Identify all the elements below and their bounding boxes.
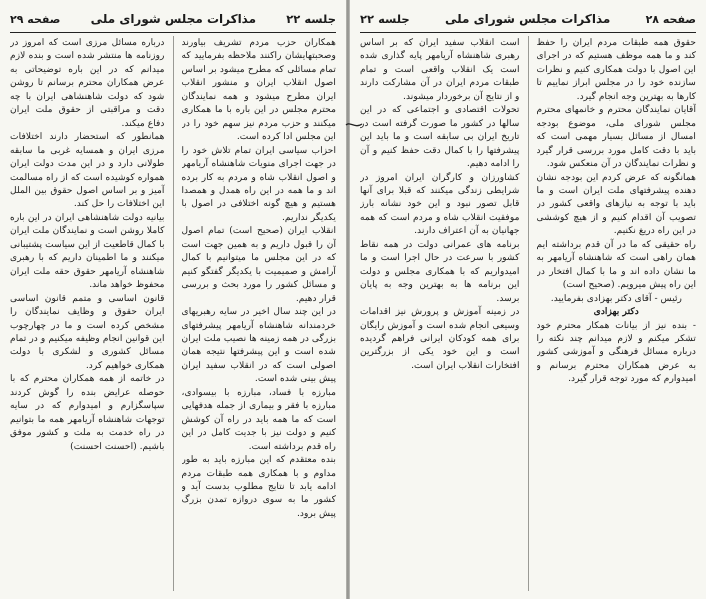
left-page-header xyxy=(10,6,336,33)
paragraph: حقوق همه طبقات مردم ایران را حفظ کند و ما همه موظف هستیم که در اجرای این اصول با دولت همکاری کنیم و نظرات سازنده خود را در مجلس ابراز نماییم تا کارها به بهترین وجه انجام گیرد. xyxy=(536,37,696,102)
text-column-left xyxy=(10,36,165,591)
chair-remark: رئیس - آقای دکتر بهزادی بفرمایید. xyxy=(550,292,682,304)
paragraph: قانون اساسی و متمم قانون اساسی ایران حقوق و وظایف نمایندگان را مشخص کرده است و ما در چهارچوب این قوانین انجام وظیفه میکنیم و در تمام مسائل کشوری و لشکری با دولت همکاری خواهیم کرد. xyxy=(10,292,165,371)
paragraph: انقلاب ایران (صحیح است) تمام اصول آن را قبول داریم و به همین جهت است که در این مجلس ما میتوانیم با کمال آرامش و صمیمیت با یکدیگر گفتگو کنیم و مسائل کشور را مورد بحث و بررسی قرار دهیم. xyxy=(181,225,336,304)
paragraph: برنامه های عمرانی دولت در همه نقاط کشور با سرعت در حال اجرا است و ما امیدواریم که با همکاری مجلس و دولت این برنامه ها به بهترین وجه به پایان برسد. xyxy=(360,238,520,304)
right-page xyxy=(350,0,706,599)
text-column-left xyxy=(360,36,520,591)
paragraph: همانگونه که عرض کردم این بودجه نشان دهنده پیشرفتهای ملت ایران است و ما باید با توجه به نیازهای واقعی کشور در تصویب آن اقدام کنیم و از هیچ کوششی در این راه دریغ نکنیم. xyxy=(536,171,696,237)
speaker-name: دکتر بهزادی xyxy=(593,306,639,318)
session-label: جلسه ۲۲ xyxy=(286,12,336,26)
paragraph: احزاب سیاسی ایران تمام تلاش خود را در جهت اجرای منویات شاهنشاه آریامهر و اصول انقلاب شاه و مردم به کار برده اند و ما همه در این راه همدل و همصدا هستیم و هیچ گونه اختلافی در اصول با یکدیگر نداریم. xyxy=(181,144,336,223)
column-divider xyxy=(173,36,174,591)
page-title: مذاکرات مجلس شورای ملی xyxy=(90,12,257,26)
paragraph: همکاران حزب مردم تشریف بیاورند وصحبتهایشان راکنند ملاحظه بفرمایید که تمام مسائلی که مطرح میشود بر اساس اصول انقلاب ایران و منشور انقلاب ایران مطرح میشود و همه نمایندگان محترم مجلس در این باره با ما همکاری میکنند و حزب مردم نیز سهم خود را در این مجلس ادا کرده است. xyxy=(181,37,336,143)
paragraph: تحولات اقتصادی و اجتماعی که در این سالها در کشور ما صورت گرفته است در تاریخ ایران بی سابقه است و ما باید این پیشرفتها را با کمال دقت حفظ کنیم و آن را ادامه دهیم. xyxy=(360,104,520,170)
paragraph: همانطور که استحضار دارند اختلافات مرزی ایران و همسایه غربی ما سابقه طولانی دارد و در این مدت دولت ایران همواره کوشیده است که از راه مسالمت آمیز و بر اساس اصول حقوق بین الملل این اختلافات را حل کند. xyxy=(10,131,165,210)
session-label: جلسه ۲۲ xyxy=(360,12,410,26)
paragraph: است انقلاب سفید ایران که بر اساس رهبری شاهنشاه آریامهر پایه گذاری شده است یک انقلاب واقعی است و تمام طبقات مردم ایران در آن مشارکت دارند و از نتایج آن برخوردار میشوند. xyxy=(360,37,520,102)
paragraph: در این چند سال اخیر در سایه رهبریهای خردمندانه شاهنشاه آریامهر پیشرفتهای بزرگی در همه زمینه ها نصیب ملت ایران شده است و این پیشرفتها نتیجه همان اصولی است که در انقلاب سفید ایران پیش بینی شده است. xyxy=(181,306,336,385)
left-page-columns xyxy=(10,36,336,591)
paragraph: در زمینه آموزش و پرورش نیز اقدامات وسیعی انجام شده است و آموزش رایگان برای همه کودکان ایرانی فراهم گردیده است و این خود یکی از بزرگترین افتخارات انقلاب ایران است. xyxy=(360,306,520,371)
text-column-right xyxy=(537,36,697,591)
paragraph: درباره مسائل مرزی است که امروز در روزنامه ها منتشر شده است و بنده لازم میدانم که در این باره توضیحاتی به عرض همکاران محترم برسانم تا روشن شود که دولت شاهنشاهی ایران با چه دقت و مراقبتی از حقوق ملت ایران دفاع میکند. xyxy=(10,37,165,129)
page-number: صفحه ۲۸ xyxy=(645,12,696,26)
paragraph: مبارزه با فساد، مبارزه با بیسوادی، مبارزه با فقر و بیماری از جمله هدفهایی است که ما همه باید در راه آن کوشش کنیم و دولت نیز با جدیت کامل در این راه قدم برداشته است. xyxy=(181,386,336,452)
paragraph: بنده معتقدم که این مبارزه باید به طور مداوم و با همکاری همه طبقات مردم ادامه یابد تا نتایج مطلوب بدست آید و کشور ما به سوی دروازه تمدن بزرگ پیش برود. xyxy=(181,454,336,519)
paragraph: - بنده نیز از بیانات همکار محترم خود تشکر میکنم و لازم میدانم چند نکته را درباره مسائل فرهنگی و آموزشی کشور به عرض همکاران محترم برسانم و امیدوارم که مورد توجه قرار گیرد. xyxy=(536,319,696,385)
paragraph: آقایان نمایندگان محترم و خانمهای محترم مجلس شورای ملی، موضوع بودجه امسال از مسائل بسیار مهمی است که باید با دقت کامل مورد بررسی قرار گیرد و نظرات نمایندگان در آن منعکس شود. xyxy=(536,104,696,170)
paragraph: در خاتمه از همه همکاران محترم که با حوصله عرایض بنده را گوش کردند سپاسگزارم و امیدوارم که در سایه توجهات شاهنشاه آریامهر همه ما بتوانیم در راه خدمت به ملت و کشور موفق باشیم. (احسنت احسنت) xyxy=(10,373,165,452)
paragraph: راه حقیقی که ما در آن قدم برداشته ایم همان راهی است که شاهنشاه آریامهر به ما نشان داده اند و ما با کمال افتخار در این راه پیش میرویم. (صحیح است) xyxy=(536,238,696,291)
paragraph: کشاورزان و کارگران ایران امروز در شرایطی زندگی میکنند که قبلا برای آنها قابل تصور نبود و این خود نشانه بارز موفقیت انقلاب شاه و مردم است که همه جهانیان به آن اعتراف دارند. xyxy=(360,171,520,237)
right-page-header xyxy=(360,6,696,33)
column-divider xyxy=(528,36,529,591)
page-title: مذاکرات مجلس شورای ملی xyxy=(444,12,611,26)
text-column-right xyxy=(182,36,337,591)
page-number: صفحه ۲۹ xyxy=(10,12,61,26)
paragraph: بیانیه دولت شاهنشاهی ایران در این باره کاملا روشن است و نمایندگان ملت ایران با کمال قاطعیت از این سیاست پشتیبانی میکنند و ما اطمینان داریم که با رهبری شاهنشاه آریامهر حقوق حقه ملت ایران محفوظ خواهد ماند. xyxy=(10,211,165,291)
right-page-columns xyxy=(360,36,696,591)
left-page xyxy=(0,0,346,599)
margin-pen-mark xyxy=(345,120,363,130)
